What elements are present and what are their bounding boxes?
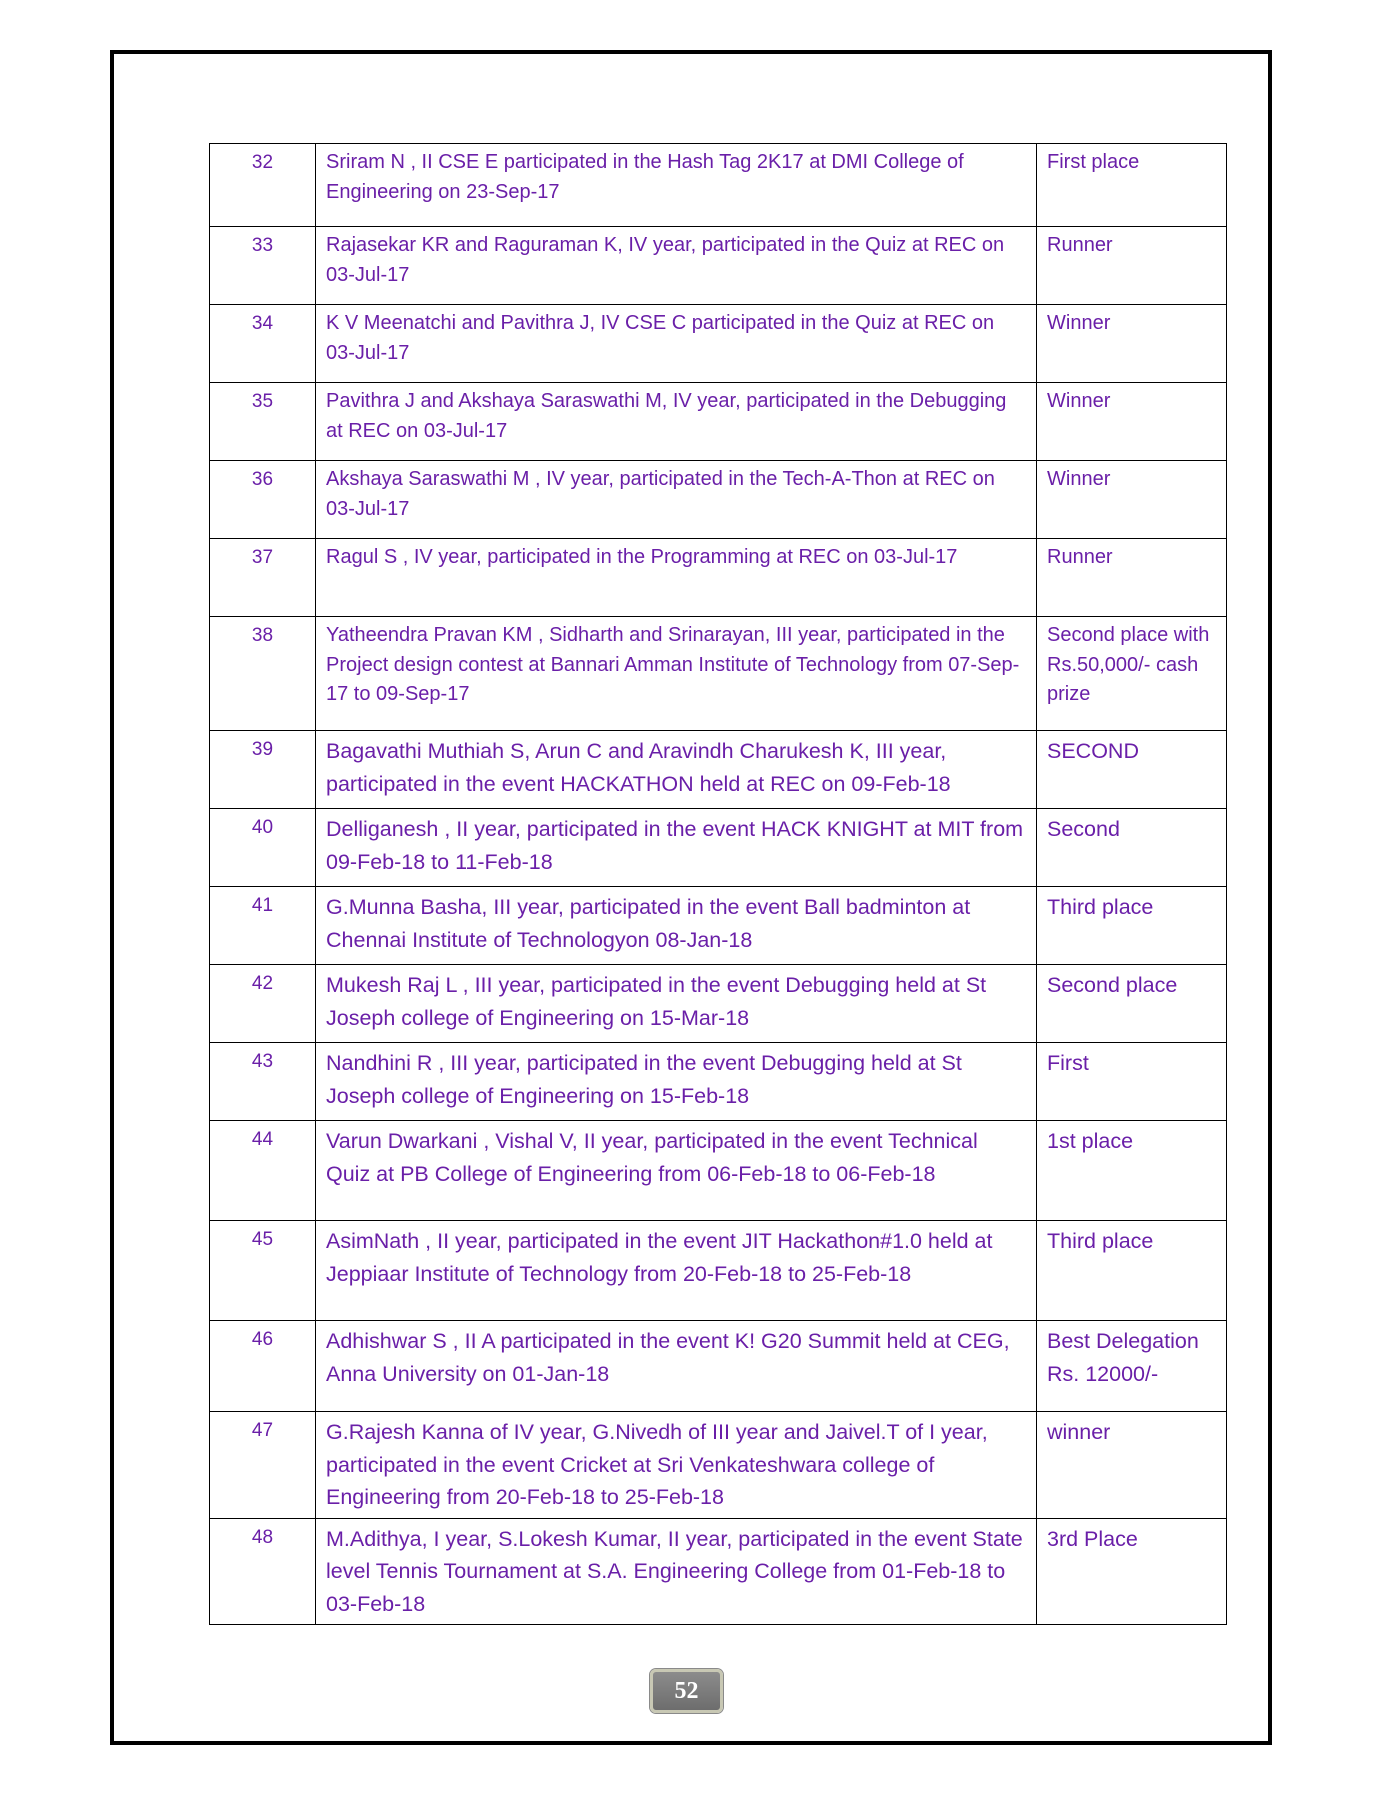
row-result: Winner (1037, 383, 1227, 461)
row-result: Second (1037, 809, 1227, 887)
row-description: Delliganesh , II year, participated in the event HACK KNIGHT at MIT from 09-Feb-18 to 11-Feb-18 (316, 809, 1037, 887)
row-result: Winner (1037, 461, 1227, 539)
row-result: winner (1037, 1412, 1227, 1519)
row-number: 47 (210, 1412, 316, 1519)
row-result: First (1037, 1043, 1227, 1121)
table-row (210, 617, 1227, 731)
achievements-table (209, 143, 1227, 1625)
row-description: Yatheendra Pravan KM , Sidharth and Srinarayan, III year, participated in the Project design contest at Bannari Amman Institute of Technology from 07-Sep-17 to 09-Sep-17 (316, 617, 1037, 731)
row-description: Akshaya Saraswathi M , IV year, participated in the Tech-A-Thon at REC on 03-Jul-17 (316, 461, 1037, 539)
row-result: Best Delegation Rs. 12000/- (1037, 1321, 1227, 1412)
row-number: 42 (210, 965, 316, 1043)
row-number: 34 (210, 305, 316, 383)
row-number: 38 (210, 617, 316, 731)
row-number: 37 (210, 539, 316, 617)
table-row (210, 1518, 1227, 1625)
table-row (210, 1221, 1227, 1321)
row-description: Sriram N , II CSE E participated in the Hash Tag 2K17 at DMI College of Engineering on 23-Sep-17 (316, 144, 1037, 227)
page-number-badge: 52 (650, 1669, 723, 1713)
row-description: Ragul S , IV year, participated in the Programming at REC on 03-Jul-17 (316, 539, 1037, 617)
row-description: Mukesh Raj L , III year, participated in the event Debugging held at St Joseph college of Engineering on 15-Mar-18 (316, 965, 1037, 1043)
row-number: 36 (210, 461, 316, 539)
table-row (210, 965, 1227, 1043)
row-number: 39 (210, 731, 316, 809)
row-number: 46 (210, 1321, 316, 1412)
row-number: 45 (210, 1221, 316, 1321)
row-result: SECOND (1037, 731, 1227, 809)
row-description: G.Munna Basha, III year, participated in the event Ball badminton at Chennai Institute of Technologyon 08-Jan-18 (316, 887, 1037, 965)
table-row (210, 731, 1227, 809)
row-description: AsimNath , II year, participated in the event JIT Hackathon#1.0 held at Jeppiaar Institute of Technology from 20-Feb-18 to 25-Feb-18 (316, 1221, 1037, 1321)
table-row (210, 383, 1227, 461)
table-row (210, 1412, 1227, 1519)
row-result: First place (1037, 144, 1227, 227)
row-number: 41 (210, 887, 316, 965)
table-row (210, 809, 1227, 887)
table-row (210, 887, 1227, 965)
table-row (210, 1321, 1227, 1412)
row-number: 35 (210, 383, 316, 461)
row-number: 40 (210, 809, 316, 887)
table-row (210, 539, 1227, 617)
row-result: Second place with Rs.50,000/- cash prize (1037, 617, 1227, 731)
row-result: Winner (1037, 305, 1227, 383)
row-result: 1st place (1037, 1121, 1227, 1221)
row-result: Second place (1037, 965, 1227, 1043)
row-description: Adhishwar S , II A participated in the event K! G20 Summit held at CEG, Anna University on 01-Jan-18 (316, 1321, 1037, 1412)
row-result: Runner (1037, 227, 1227, 305)
row-result: Third place (1037, 1221, 1227, 1321)
row-number: 44 (210, 1121, 316, 1221)
table-row (210, 305, 1227, 383)
row-description: K V Meenatchi and Pavithra J, IV CSE C participated in the Quiz at REC on 03-Jul-17 (316, 305, 1037, 383)
row-number: 33 (210, 227, 316, 305)
table-row (210, 1043, 1227, 1121)
table-row (210, 144, 1227, 227)
row-description: Nandhini R , III year, participated in the event Debugging held at St Joseph college of Engineering on 15-Feb-18 (316, 1043, 1037, 1121)
row-description: Bagavathi Muthiah S, Arun C and Aravindh Charukesh K, III year, participated in the event HACKATHON held at REC on 09-Feb-18 (316, 731, 1037, 809)
table-row (210, 1121, 1227, 1221)
row-description: G.Rajesh Kanna of IV year, G.Nivedh of III year and Jaivel.T of I year, participated in the event Cricket at Sri Venkateshwara college of Engineering from 20-Feb-18 to 25-Feb-18 (316, 1412, 1037, 1519)
table-row (210, 461, 1227, 539)
table-row (210, 227, 1227, 305)
row-result: Third place (1037, 887, 1227, 965)
row-number: 48 (210, 1518, 316, 1625)
row-description: Varun Dwarkani , Vishal V, II year, participated in the event Technical Quiz at PB College of Engineering from 06-Feb-18 to 06-Feb-18 (316, 1121, 1037, 1221)
row-number: 43 (210, 1043, 316, 1121)
row-description: M.Adithya, I year, S.Lokesh Kumar, II year, participated in the event State level Tennis Tournament at S.A. Engineering College from 01-Feb-18 to 03-Feb-18 (316, 1518, 1037, 1625)
row-description: Pavithra J and Akshaya Saraswathi M, IV year, participated in the Debugging at REC on 03-Jul-17 (316, 383, 1037, 461)
row-number: 32 (210, 144, 316, 227)
row-result: 3rd Place (1037, 1518, 1227, 1625)
row-result: Runner (1037, 539, 1227, 617)
row-description: Rajasekar KR and Raguraman K, IV year, participated in the Quiz at REC on 03-Jul-17 (316, 227, 1037, 305)
